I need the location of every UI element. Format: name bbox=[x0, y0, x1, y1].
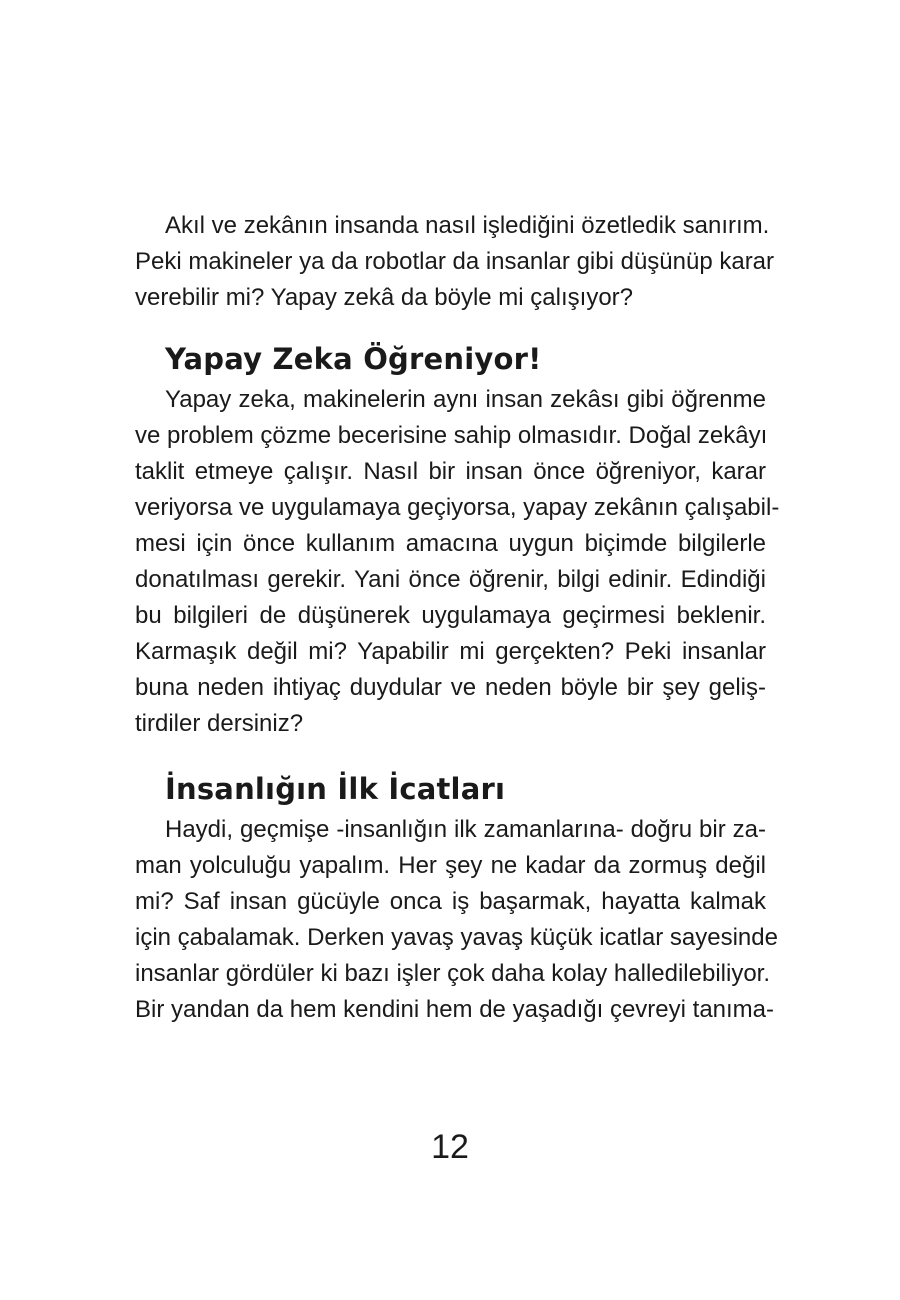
page-body bbox=[135, 208, 780, 1028]
paragraph-line: donatılması gerekir. Yani önce öğrenir, bilgi edinir. Edindiği bbox=[135, 566, 766, 593]
paragraph-line: insanlar gördüler ki bazı işler çok daha kolay halledilebiliyor. bbox=[135, 960, 771, 987]
paragraph-line: tirdiler dersiniz? bbox=[135, 710, 304, 737]
paragraph-ilk-icatlar bbox=[135, 812, 778, 1028]
paragraph-line: bu bilgileri de düşünerek uygulamaya geçirmesi beklenir. bbox=[135, 602, 766, 629]
paragraph-line: verebilir mi? Yapay zekâ da böyle mi çalışıyor? bbox=[135, 284, 633, 311]
section-heading-yapay-zeka: Yapay Zeka Öğreniyor! bbox=[165, 342, 542, 376]
page-number: 12 bbox=[431, 1128, 469, 1166]
paragraph-line: veriyorsa ve uygulamaya geçiyorsa, yapay zekânın çalışabil- bbox=[135, 494, 780, 521]
section-heading-ilk-icatlar: İnsanlığın İlk İcatları bbox=[165, 772, 506, 806]
paragraph-line: buna neden ihtiyaç duydular ve neden böyle bir şey geliş- bbox=[135, 674, 766, 701]
paragraph-line: ve problem çözme becerisine sahip olmasıdır. Doğal zekâyı bbox=[135, 422, 768, 449]
paragraph-line: Haydi, geçmişe -insanlığın ilk zamanlarına- doğru bir za- bbox=[165, 816, 766, 843]
paragraph-line: Peki makineler ya da robotlar da insanlar gibi düşünüp karar bbox=[135, 248, 775, 275]
paragraph-line: Bir yandan da hem kendini hem de yaşadığı çevreyi tanıma- bbox=[135, 996, 775, 1023]
paragraph-line: man yolculuğu yapalım. Her şey ne kadar da zormuş değil bbox=[135, 852, 766, 879]
paragraph-yapay-zeka bbox=[135, 382, 780, 742]
paragraph-line: taklit etmeye çalışır. Nasıl bir insan önce öğreniyor, karar bbox=[135, 458, 766, 485]
paragraph-intro bbox=[135, 208, 775, 316]
paragraph-line: Yapay zeka, makinelerin aynı insan zekâsı gibi öğrenme bbox=[165, 386, 766, 413]
paragraph-line: mi? Saf insan gücüyle onca iş başarmak, hayatta kalmak bbox=[135, 888, 766, 915]
paragraph-line: mesi için önce kullanım amacına uygun biçimde bilgilerle bbox=[135, 530, 766, 557]
paragraph-line: için çabalamak. Derken yavaş yavaş küçük icatlar sayesinde bbox=[135, 924, 778, 951]
paragraph-line: Akıl ve zekânın insanda nasıl işlediğini özetledik sanırım. bbox=[165, 212, 770, 239]
paragraph-line: Karmaşık değil mi? Yapabilir mi gerçekten? Peki insanlar bbox=[135, 638, 766, 665]
